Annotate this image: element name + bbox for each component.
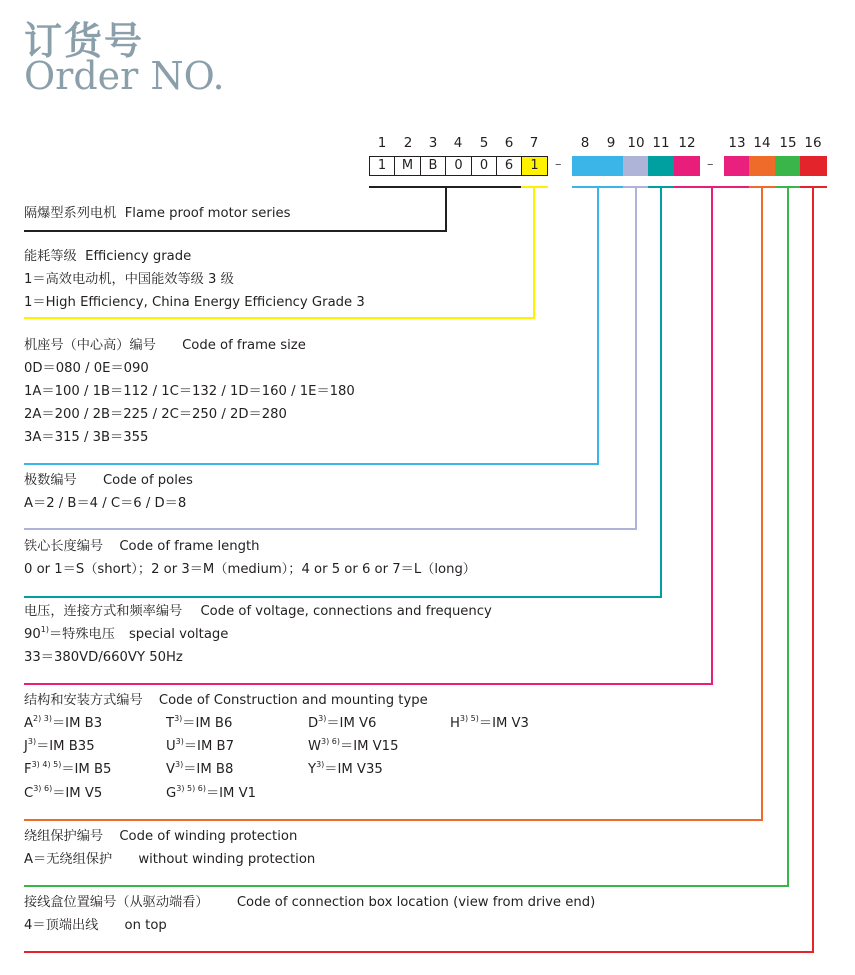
position-number: 14 — [753, 135, 771, 151]
footnote-ref: 3) — [316, 760, 325, 769]
voltage-special-line — [24, 626, 228, 644]
frame-line-4: 3A＝315 / 3B＝355 — [24, 430, 149, 445]
connbox-line-cn: 4＝顶端出线 — [24, 918, 99, 933]
voltage-label-cn: 电压，连接方式和频率编号 — [24, 604, 183, 619]
position-number: 10 — [627, 135, 645, 151]
winding-label-cn: 绕组保护编号 — [24, 829, 104, 844]
frame-line-2: 1A＝100 / 1B＝112 / 1C＝132 / 1D＝160 / 1E＝180 — [24, 384, 355, 399]
footnote-ref: 3) — [174, 714, 183, 723]
mounting-item: $J^{3)}=IM$ B35 — [24, 737, 95, 754]
separator-dash: – — [707, 157, 714, 172]
poles-label-cn: 极数编号 — [24, 473, 77, 488]
position-number: 3 — [428, 135, 438, 151]
efficiency-line-en: 1＝High Efficiency, China Energy Efficiency Grade 3 — [24, 295, 365, 310]
mounting-item: $F^{3) 4) 5)}=IM$ B5 — [24, 760, 112, 777]
leader-line-winding — [24, 187, 788, 886]
voltage-line-2: 33＝380VD/660VY 50Hz — [24, 650, 183, 665]
frame-label-cn: 机座号（中心高）编号 — [24, 338, 156, 353]
connbox-line — [24, 917, 167, 935]
section-length-heading — [24, 538, 260, 556]
position-number: 11 — [652, 135, 670, 151]
position-number: 2 — [403, 135, 413, 151]
position-number: 4 — [453, 135, 463, 151]
code-box: B — [420, 156, 446, 176]
section-voltage-heading — [24, 603, 492, 621]
footnote-ref: 2) 3) — [33, 714, 52, 723]
code-box: 0 — [445, 156, 472, 176]
footnote-ref: 1) — [40, 625, 49, 634]
mounting-item: $T^{3)}=IM$ B6 — [166, 714, 233, 731]
mounting-item: $H^{3) 5)}=IM$ V3 — [450, 714, 529, 731]
footnote-ref: 3) 4) 5) — [31, 760, 62, 769]
poles-label-en: Code of poles — [102, 473, 193, 488]
connbox-label-cn: 接线盒位置编号（从驱动端看） — [24, 895, 209, 910]
winding-line-cn: A＝无绕组保护 — [24, 852, 113, 867]
connbox-label-en: Code of connection box location (view from drive end) — [236, 895, 596, 910]
series-label-cn: 隔爆型系列电机 — [24, 206, 117, 221]
section-poles-heading — [24, 472, 193, 490]
section-efficiency-heading — [24, 248, 191, 266]
connbox-line-en: on top — [124, 918, 167, 933]
footnote-ref: 3) 5) — [459, 714, 479, 723]
code-box: M — [394, 156, 421, 176]
position-number: 16 — [804, 135, 822, 151]
efficiency-label-en: Efficiency grade — [85, 249, 192, 264]
mounting-item: $C^{3) 6)}=IM$ V5 — [24, 784, 103, 801]
position-number: 5 — [479, 135, 489, 151]
footnote-ref: 3) — [175, 737, 184, 746]
mounting-item: $U^{3)}=IM$ B7 — [166, 737, 234, 754]
winding-label-en: Code of winding protection — [119, 829, 298, 844]
section-winding-heading — [24, 828, 297, 846]
section-mounting-heading — [24, 692, 428, 710]
section-frame-heading — [24, 337, 306, 355]
efficiency-line-cn: 1＝高效电动机，中国能效等级 3 级 — [24, 272, 234, 287]
separator-dash: – — [555, 157, 562, 172]
frame-line-1: 0D＝080 / 0E＝090 — [24, 361, 149, 376]
page-title-en: Order NO. — [24, 54, 225, 98]
footnote-ref: 3) — [175, 760, 184, 769]
mounting-item: $G^{3) 5) 6)}=IM$ V1 — [166, 784, 257, 801]
code-box-efficiency: 1 — [521, 156, 548, 176]
position-number: 8 — [580, 135, 590, 151]
section-connbox-heading — [24, 894, 595, 912]
series-label-en: Flame proof motor series — [124, 206, 291, 221]
position-number: 1 — [377, 135, 387, 151]
mounting-item: $D^{3)}=IM$ V6 — [308, 714, 377, 731]
mounting-item: $W^{3) 6)}=IM$ V15 — [308, 737, 399, 754]
efficiency-label-cn: 能耗等级 — [24, 249, 77, 264]
mounting-label-cn: 结构和安装方式编号 — [24, 693, 143, 708]
frame-label-en: Code of frame size — [182, 338, 306, 353]
page-title-cn: 订货号 — [24, 19, 145, 63]
position-number: 6 — [504, 135, 514, 151]
position-number: 15 — [779, 135, 797, 151]
poles-line-1: A＝2 / B＝4 / C＝6 / D＝8 — [24, 496, 187, 511]
voltage-special-cn: ＝特殊电压 — [49, 627, 115, 642]
length-label-en: Code of frame length — [119, 539, 260, 554]
position-number: 12 — [678, 135, 696, 151]
voltage-special-en: special voltage — [128, 627, 229, 642]
mounting-item: $V^{3)}=IM$ B8 — [166, 760, 234, 777]
position-number: 13 — [728, 135, 746, 151]
winding-line-en: without winding protection — [138, 852, 316, 867]
mounting-item: $A^{2) 3)}=IM$ B3 — [24, 714, 103, 731]
section-series — [24, 205, 290, 223]
code-box: 0 — [471, 156, 497, 176]
frame-line-3: 2A＝200 / 2B＝225 / 2C＝250 / 2D＝280 — [24, 407, 287, 422]
code-box: 1 — [369, 156, 395, 176]
winding-line — [24, 851, 315, 869]
footnote-ref: 3) — [27, 737, 37, 746]
footnote-ref: 3) 6) — [321, 737, 341, 746]
voltage-label-en: Code of voltage, connections and frequency — [200, 604, 492, 619]
mounting-item: $Y^{3)}=IM$ V35 — [308, 760, 383, 777]
length-label-cn: 铁心长度编号 — [24, 539, 104, 554]
position-number: 7 — [529, 135, 539, 151]
code-box: 6 — [496, 156, 522, 176]
voltage-special-code: 90 — [24, 627, 41, 642]
footnote-ref: 3) — [318, 714, 327, 723]
footnote-ref: 3) 6) — [33, 784, 53, 793]
footnote-ref: 3) 5) 6) — [176, 784, 206, 793]
length-line-1: 0 or 1＝S（short）；2 or 3＝M（medium）；4 or 5 or 6 or 7＝L（long） — [24, 562, 476, 577]
mounting-label-en: Code of Construction and mounting type — [158, 693, 428, 708]
position-number: 9 — [606, 135, 616, 151]
